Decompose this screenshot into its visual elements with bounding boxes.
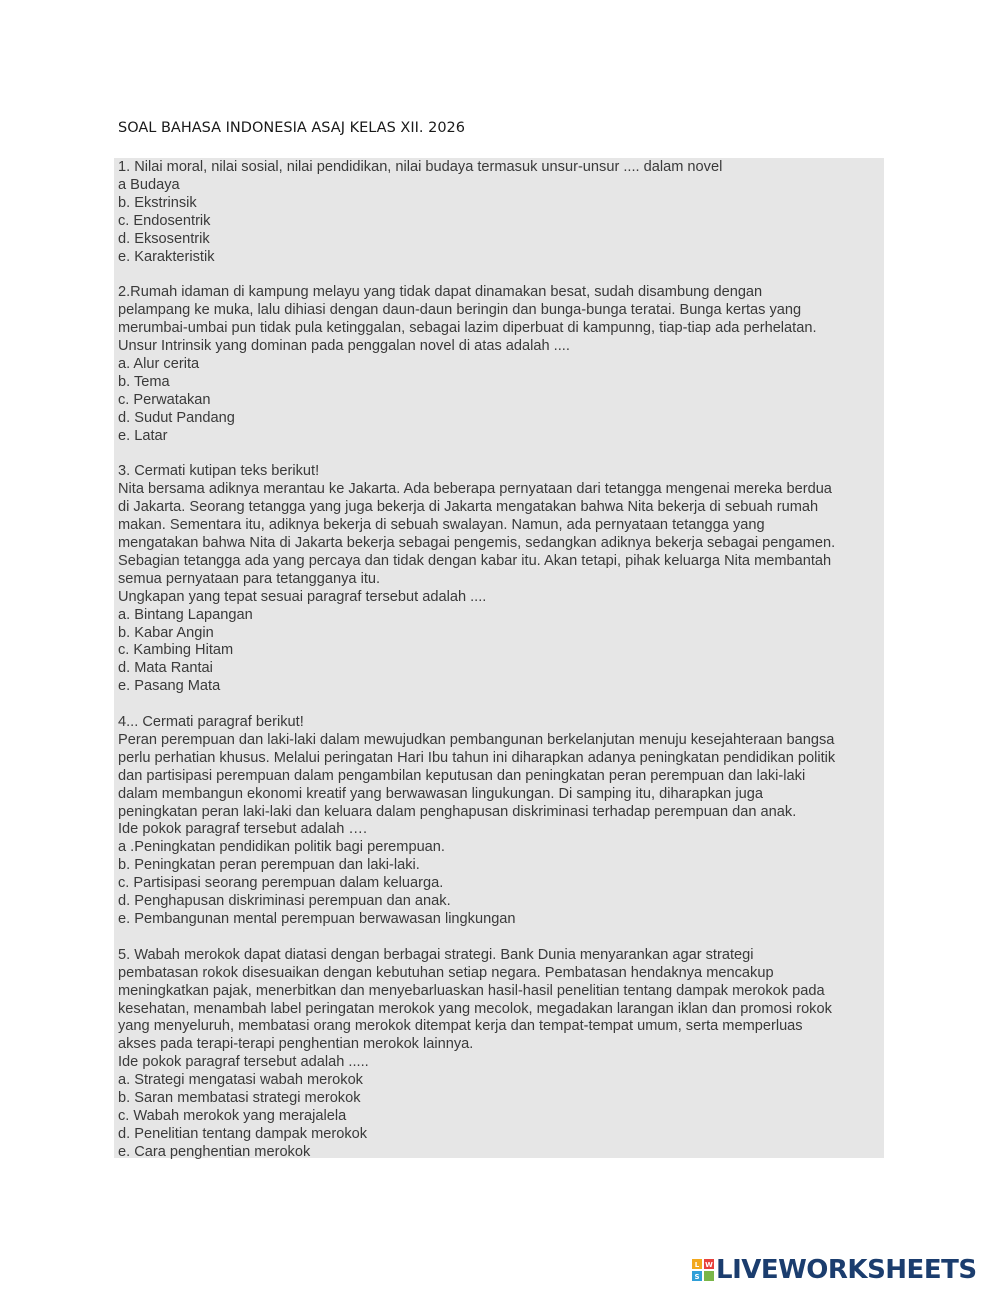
logo-icon-letter-w: W [705, 1261, 713, 1269]
question-text-line: merumbai-umbai pun tidak pula ketinggalan, sebagai lazim diperbuat di kampunng, tiap-tiap ada perhelatan. [118, 320, 817, 337]
question-block [118, 714, 884, 929]
answer-option: d. Penghapusan diskriminasi perempuan dan anak. [118, 893, 451, 910]
question-text-line: dalam membangun ekonomi kreatif yang berwawasan lingukungan. Di samping itu, diharapkan juga [118, 785, 763, 802]
answer-option: c. Wabah merokok yang merajalela [118, 1107, 347, 1124]
question-text-line: peningkatan peran laki-laki dan keluara dalam penghapusan diskriminasi terhadap perempuan dan anak. [118, 803, 797, 820]
question-text-line: Ungkapan yang tepat sesuai paragraf tersebut adalah .... [118, 588, 487, 605]
question-text-line: Ide pokok paragraf tersebut adalah …. [118, 821, 368, 838]
question-text-line: pembatasan rokok disesuaikan dengan kebutuhan setiap negara. Pembatasan hendaknya mencakup [118, 964, 774, 981]
answer-option: b. Kabar Angin [118, 624, 214, 641]
question-block [118, 284, 884, 445]
page-title: SOAL BAHASA INDONESIA ASAJ KELAS XII. 2026 [118, 120, 465, 136]
liveworksheets-logo-icon [692, 1259, 714, 1281]
question-text-line: 4... Cermati paragraf berikut! [118, 714, 304, 731]
answer-option: a Budaya [118, 176, 180, 193]
answer-option: b. Saran membatasi strategi merokok [118, 1090, 361, 1107]
questions-panel [114, 158, 884, 1158]
answer-option: e. Pembangunan mental perempuan berwawasan lingkungan [118, 911, 516, 928]
question-text-line: dan partisipasi perempuan dalam pengambilan keputusan dan peningkatan peran perempuan dan laki-laki [118, 767, 806, 784]
answer-option: d. Eksosentrik [118, 230, 210, 247]
answer-option: b. Ekstrinsik [118, 194, 197, 211]
question-text-line: akses pada terapi-terapi penghentian merokok lainnya. [118, 1036, 474, 1053]
answer-option: b. Tema [118, 373, 170, 390]
answer-option: a .Peningkatan pendidikan politik bagi perempuan. [118, 839, 445, 856]
question-block [118, 947, 884, 1162]
question-text-line: 3. Cermati kutipan teks berikut! [118, 463, 320, 480]
question-text-line: Sebagian tetangga ada yang percaya dan tidak dengan kabar itu. Akan tetapi, pihak keluarga Nita membantah [118, 552, 832, 569]
answer-option: c. Endosentrik [118, 212, 211, 229]
answer-option: e. Cara penghentian merokok [118, 1143, 311, 1160]
question-text-line: 2.Rumah idaman di kampung melayu yang tidak dapat dinamakan besat, sudah disambung dengan [118, 284, 763, 301]
answer-option: d. Mata Rantai [118, 660, 213, 677]
answer-option: c. Perwatakan [118, 391, 211, 408]
question-text-line: perlu perhatian khusus. Melalui peringatan Hari Ibu tahun ini diharapkan adanya peningkatan pendidikan politik [118, 749, 836, 766]
question-spacer [118, 696, 884, 714]
question-text-line: Nita bersama adiknya merantau ke Jakarta. Ada beberapa pernyataan dari tetangga mengenai mereka berdua [118, 481, 832, 498]
question-text-line: mengatakan bahwa Nita di Jakarta bekerja sebagai pengemis, sedangkan adiknya bekerja sebagai pengamen. [118, 535, 836, 551]
question-spacer [118, 445, 884, 463]
question-text-line: meningkatkan pajak, menerbitkan dan menyebarluaskan hasil-hasil penelitian tentang dampak merokok pada [118, 982, 825, 999]
liveworksheets-logo [692, 1255, 977, 1285]
answer-option: a. Strategi mengatasi wabah merokok [118, 1072, 363, 1089]
question-text-line: 1. Nilai moral, nilai sosial, nilai pendidikan, nilai budaya termasuk unsur-unsur .... dalam novel [118, 159, 723, 175]
question-text-line: pelampang ke muka, lalu dihiasi dengan daun-daun beringin dan bunga-bunga teratai. Bunga kertas yang [118, 302, 802, 319]
question-spacer [118, 266, 884, 284]
question-text-line: kesehatan, menambah label peringatan merokok yang mecolok, megadakan larangan iklan dan promosi rokok [118, 1000, 832, 1017]
answer-option: e. Karakteristik [118, 248, 215, 265]
logo-icon-letter-s: S [694, 1273, 700, 1281]
answer-option: e. Pasang Mata [118, 678, 221, 695]
question-text-line: Ide pokok paragraf tersebut adalah ..... [118, 1054, 369, 1071]
logo-text: LIVEWORKSHEETS [716, 1255, 977, 1285]
question-text-line: 5. Wabah merokok dapat diatasi dengan berbagai strategi. Bank Dunia menyarankan agar strategi [118, 946, 754, 963]
question-text-line: Peran perempuan dan laki-laki dalam mewujudkan pembangunan berkelanjutan menuju kesejahteraan bangsa [118, 731, 835, 748]
question-block [118, 463, 884, 696]
answer-option: a. Alur cerita [118, 355, 200, 372]
question-text-line: di Jakarta. Seorang tetangga yang juga bekerja di Jakarta mengatakan bahwa Nita bekerja di sebuah rumah [118, 499, 819, 516]
question-text-line: yang menyeluruh, membatasi orang merokok ditempat kerja dan tempat-tempat umum, serta memperluas [118, 1018, 803, 1035]
logo-icon-letter-l: L [694, 1261, 700, 1269]
answer-option: b. Peningkatan peran perempuan dan laki-laki. [118, 857, 420, 874]
answer-option: c. Kambing Hitam [118, 642, 234, 659]
answer-option: d. Sudut Pandang [118, 409, 235, 426]
question-spacer [118, 929, 884, 947]
question-text-line: semua pernyataan para tetangganya itu. [118, 570, 381, 587]
answer-option: d. Penelitian tentang dampak merokok [118, 1125, 368, 1142]
answer-option: e. Latar [118, 427, 168, 444]
question-text-line: makan. Sementara itu, adiknya bekerja di sebuah swalayan. Namun, ada pernyataan tetangga yang [118, 517, 765, 534]
question-text-line: Unsur Intrinsik yang dominan pada penggalan novel di atas adalah .... [118, 338, 570, 355]
answer-option: a. Bintang Lapangan [118, 606, 253, 623]
question-block [118, 159, 884, 266]
answer-option: c. Partisipasi seorang perempuan dalam keluarga. [118, 875, 444, 892]
